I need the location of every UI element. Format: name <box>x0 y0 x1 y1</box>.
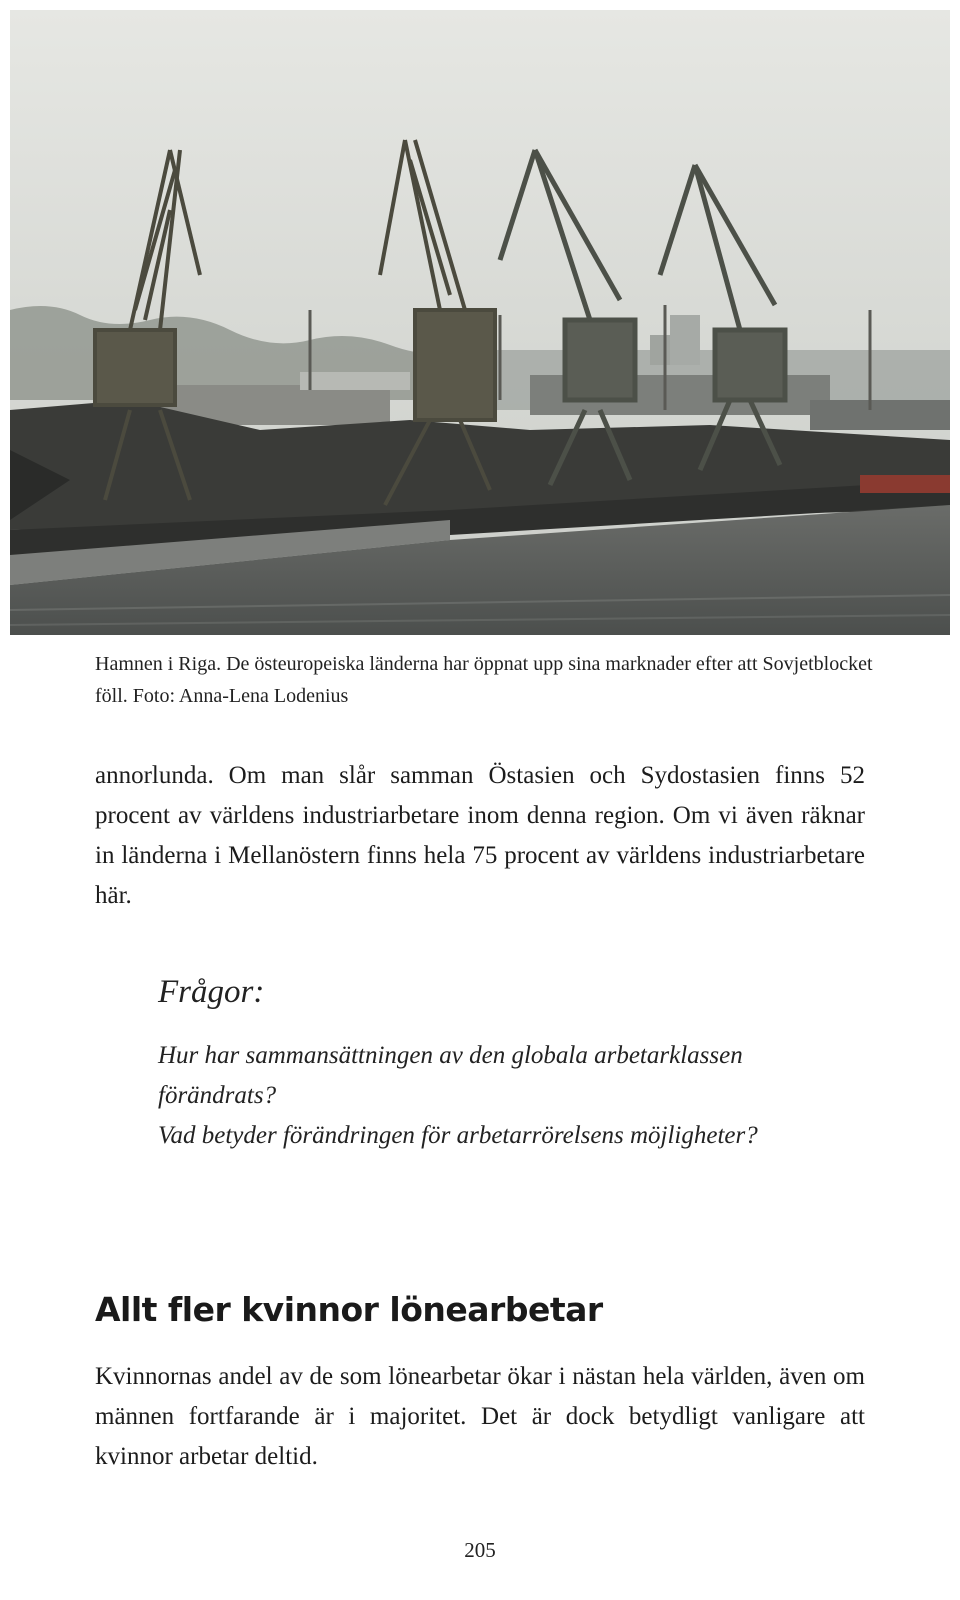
body-paragraph-continued: annorlunda. Om man slår samman Östasien och Sydostasien finns 52 procent av världens industriarbetare inom denna region. Om vi även räknar in länderna i Mellanöstern finns hela 75 procent av världens industriarbetare här. <box>95 762 865 909</box>
questions-box <box>158 970 778 1156</box>
page-number: 205 <box>464 1538 496 1562</box>
question-item: Hur har sammansättningen av den globala arbetarklassen förändrats? <box>158 1042 743 1109</box>
section-paragraph: Kvinnornas andel av de som lönearbetar ökar i nästan hela världen, även om männen fortfarande är i majoritet. Det är dock betydligt vanligare att kvinnor arbetar deltid. <box>95 1363 865 1470</box>
photo-caption: Hamnen i Riga. De östeuropeiska länderna har öppnat upp sina marknader efter att Sovjetblocket föll. Foto: Anna-Lena Lodenius <box>95 653 873 707</box>
harbour-photo <box>10 10 950 635</box>
questions-title: Frågor: <box>158 974 265 1010</box>
question-item: Vad betyder förändringen för arbetarrörelsens möjligheter? <box>158 1122 758 1149</box>
harbour-cranes-image <box>10 10 950 635</box>
section-heading: Allt fler kvinnor lönearbetar <box>95 1290 603 1329</box>
